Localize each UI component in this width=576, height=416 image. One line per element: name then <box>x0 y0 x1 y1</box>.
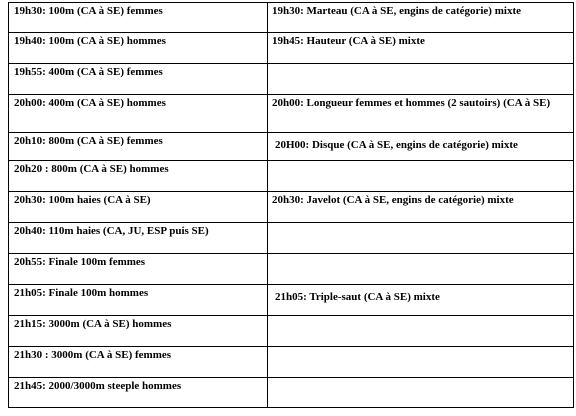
field-event-cell <box>268 254 574 285</box>
table-row <box>9 192 574 223</box>
field-event-cell <box>268 378 574 408</box>
table-row <box>9 95 574 133</box>
table-row <box>9 347 574 378</box>
table-row <box>9 285 574 316</box>
table-row <box>9 161 574 192</box>
running-event-cell: 21h45: 2000/3000m steeple hommes <box>9 378 268 408</box>
field-event-cell: 20h00: Longueur femmes et hommes (2 sautoirs) (CA à SE) <box>268 95 574 133</box>
running-event-cell: 20h30: 100m haies (CA à SE) <box>9 192 268 223</box>
field-event-cell: 19h30: Marteau (CA à SE, engins de catégorie) mixte <box>268 3 574 33</box>
running-event-cell: 19h55: 400m (CA à SE) femmes <box>9 64 268 95</box>
field-event-cell: 21h05: Triple-saut (CA à SE) mixte <box>268 285 574 316</box>
table-row <box>9 33 574 64</box>
running-event-cell: 20h20 : 800m (CA à SE) hommes <box>9 161 268 192</box>
running-event-cell: 20h55: Finale 100m femmes <box>9 254 268 285</box>
running-event-cell: 20h10: 800m (CA à SE) femmes <box>9 133 268 161</box>
running-event-cell: 19h40: 100m (CA à SE) hommes <box>9 33 268 64</box>
field-event-cell <box>268 347 574 378</box>
table-row <box>9 254 574 285</box>
table-row <box>9 316 574 347</box>
running-event-cell: 21h15: 3000m (CA à SE) hommes <box>9 316 268 347</box>
field-event-cell: 20H00: Disque (CA à SE, engins de catégorie) mixte <box>268 133 574 161</box>
running-event-cell: 19h30: 100m (CA à SE) femmes <box>9 3 268 33</box>
running-event-cell: 21h30 : 3000m (CA à SE) femmes <box>9 347 268 378</box>
field-event-cell <box>268 223 574 254</box>
running-event-cell: 20h40: 110m haies (CA, JU, ESP puis SE) <box>9 223 268 254</box>
field-event-cell: 20h30: Javelot (CA à SE, engins de catégorie) mixte <box>268 192 574 223</box>
running-event-cell: 21h05: Finale 100m hommes <box>9 285 268 316</box>
field-event-cell <box>268 316 574 347</box>
field-event-cell: 19h45: Hauteur (CA à SE) mixte <box>268 33 574 64</box>
table-row <box>9 3 574 33</box>
table-row <box>9 223 574 254</box>
field-event-cell <box>268 161 574 192</box>
table-row <box>9 378 574 408</box>
schedule-table <box>8 2 574 408</box>
table-row <box>9 64 574 95</box>
running-event-cell: 20h00: 400m (CA à SE) hommes <box>9 95 268 133</box>
field-event-cell <box>268 64 574 95</box>
table-row <box>9 133 574 161</box>
